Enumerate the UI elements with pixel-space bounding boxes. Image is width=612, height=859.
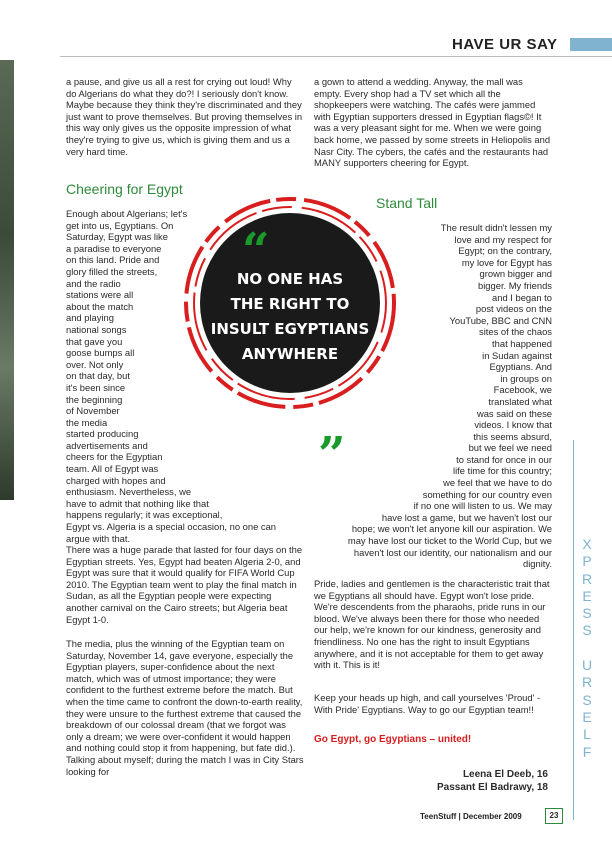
right-column-line: to stand for once in our [456,453,552,465]
left-column-line: the beginning [66,393,123,405]
left-column-line: of November [66,405,120,417]
side-letter: E [582,587,592,604]
left-column-line: enthusiasm. Nevertheless, we [66,486,192,498]
heading-stand-tall: Stand Tall [376,195,438,211]
left-column-line: and the radio [66,277,121,289]
side-letter: S [582,622,592,639]
side-letter: S [582,605,592,622]
left-column-line: over. Not only [66,358,124,370]
author-2: Passant El Badrawy, 18 [437,782,548,793]
side-letter: S [582,691,592,708]
side-rule [573,440,574,820]
pull-quote-circle [170,185,410,483]
side-letter [575,640,599,657]
left-column-line: Egypt vs. Algeria is a special occasion, no one can [66,521,277,533]
left-column-line: the media [66,416,108,428]
right-column-line: Facebook, we [493,384,552,396]
paragraph-parade: There was a huge parade that lasted for four days on the Egyptian streets. Yes, Egypt had beaten Algeria 2-0, and Egypt was sure that it would qualify for FIFA World Cup 2010. The Egyptian team went to play the final match in Sudan, as all the Egyptian people were expecting another carnival on the Cairo streets; but Algeria beat Egypt 1-0. [66,544,303,625]
right-column-line: my love for Egypt has [461,256,552,268]
left-column-line: that gave you [66,335,123,347]
right-column-line: haven't lost our identity, our nationalism and our [353,546,552,558]
right-column-line: life time for this country; [453,465,552,477]
side-letter: L [583,726,591,743]
right-column-line: that happened [492,337,552,349]
left-column-line: and playing [66,312,114,324]
left-edge-photo-strip [0,60,14,500]
left-column-line: Enough about Algerians; let's [66,208,188,219]
right-column-line: in groups on [500,372,552,384]
left-column-line: started producing [66,428,139,440]
left-column-line: national songs [66,323,127,335]
section-color-bar [570,38,612,51]
authors [437,768,548,794]
left-column-line: it's been since [66,381,126,393]
right-column-line: bigger. My friends [478,279,552,291]
left-column-line: argue with that. [66,532,131,544]
left-column-line: get into us, Egyptians. On [66,219,174,231]
right-column-line: but we feel we need [468,442,552,454]
left-column-line: happens regularly; it was exceptional, [66,509,223,521]
right-column-line: Egypt; on the contrary, [458,245,552,257]
left-column-line: stations were all [66,289,134,301]
paragraph-heads-up: Keep your heads up high, and call yourselves 'Proud' - With Pride' Egyptians. Way to go our Egyptian team!! [314,692,541,715]
right-column-line: if no one will listen to us. We may [413,500,552,512]
heading-cheering: Cheering for Egypt [66,181,183,197]
side-letter: X [582,536,592,552]
side-letter: P [582,553,592,570]
right-column-line: sites of the chaos [479,326,552,338]
left-column-line: on that day, but [66,370,130,382]
left-column-line: on this land. Pride and [66,254,160,266]
left-column-line: about the match [66,300,134,312]
right-column-line: translated what [488,395,552,407]
intro-paragraph-right: a gown to attend a wedding. Anyway, the mall was empty. Every shop had a TV set which all the shopkeepers were watching. The cafés were jammed with Egyptian supporters dressed in Egyptian flags©! It was a very pleasant sight for me. When we were going back home, we passed by some streets in Heliopolis and Nasr City. The cybers, the cafés and the restaurants had MANY supporters cheering for Egypt. [314,76,551,169]
left-column-line: advertisements and [66,439,148,451]
right-column-line: Egyptians. And [489,361,552,373]
right-column-line: love and my respect for [454,233,552,245]
right-column-line: was said on these [476,407,552,419]
pull-quote-line-4: ANYWHERE [241,345,339,363]
right-column-line: in Sudan against [482,349,552,361]
pull-quote-line-1: NO ONE HAS [236,270,344,288]
paragraph-media: The media, plus the winning of the Egyptian team on Saturday, November 14, gave everyone, especially the Egyptian players, super-confidence about the next match, which was of utmost importance; they were confident to the furthest extreme before the match. But when the time came to confront the down-to-earth reality, they were unsure to the furthest extreme that caused the breakdown of our colossal dream (that we forgot was only a dream; we were over-confident it would happen and nothing could stop it from happening, but fate did.). Talking about myself; during the match I was in City Stars looking for [66,638,304,777]
footer-credit: TeenStuff | December 2009 [420,812,522,821]
left-column-line: charged with hopes and [66,474,166,486]
left-column-line: Saturday, Egypt was like [66,231,168,243]
header-rule [60,56,612,57]
side-letter: E [582,708,592,725]
side-letter: U [581,657,593,674]
paragraph-pride: Pride, ladies and gentlemen is the characteristic trait that we Egyptians all should have. Egypt won't lose pride. We're descendents from the pharaohs, pride runs in our blood. We've always been there for those who needed our help, we're known for our kindness, generosity and friendliness. No one has the right to insult Egyptians anywhere, and it is not acceptable for them to get away with it. This is it! [314,578,550,671]
right-column-line: videos. I know that [474,419,552,431]
pull-quote-line-3: INSULT EGYPTIANS [210,320,370,338]
right-column-line: dignity. [522,558,552,570]
pull-quote-line-2: THE RIGHT TO [230,295,350,313]
right-column-line: hope; we won't let anyone kill our aspiration. We [351,523,552,535]
right-column-line: YouTube, BBC and CNN [449,314,552,326]
right-column-line: something for our country even [422,488,552,500]
right-column-line: The result didn't lessen my [440,222,552,233]
side-letter: R [581,674,593,691]
left-column-line: cheers for the Egyptian [66,451,163,463]
right-column-line: this seems absurd, [473,430,552,442]
left-column-line: goose bumps all [66,347,135,359]
intro-paragraph-left: a pause, and give us all a rest for crying out loud! Why do Algerians do what they do?! I seriously don't know. Maybe because they think they're discriminated and they just want to prove themselves. But proving themselves in this way only gives us the opposite impression of what they're trying to give us, which is giving them and us a very hard time. [66,76,303,157]
close-quote-mark: ” [318,427,346,483]
page-number: 23 [545,808,563,824]
left-column-line: have to admit that nothing like that [66,497,209,509]
closing-line: Go Egypt, go Egyptians – united! [314,734,472,745]
right-column-line: post videos on the [475,303,552,315]
right-column-line: may have lost our ticket to the World Cup, but we [347,535,552,547]
left-column-line: glory filled the streets, [66,265,158,277]
right-column-line: grown bigger and [479,268,552,280]
right-column-line: have lost a game, but we haven't lost our [381,511,552,523]
side-letter: R [581,570,593,587]
section-title: HAVE UR SAY [452,36,558,53]
open-quote-mark: “ [242,223,270,279]
author-1: Leena El Deeb, 16 [462,769,548,780]
left-column-line: a paradise to everyone [66,242,162,254]
right-column-line: and I began to [492,291,552,303]
left-column-line: team. All of Egypt was [66,463,159,475]
side-letter: F [582,743,592,760]
side-label-xpress-urself [575,536,599,761]
right-column-line: we feel that we have to do [443,477,552,489]
